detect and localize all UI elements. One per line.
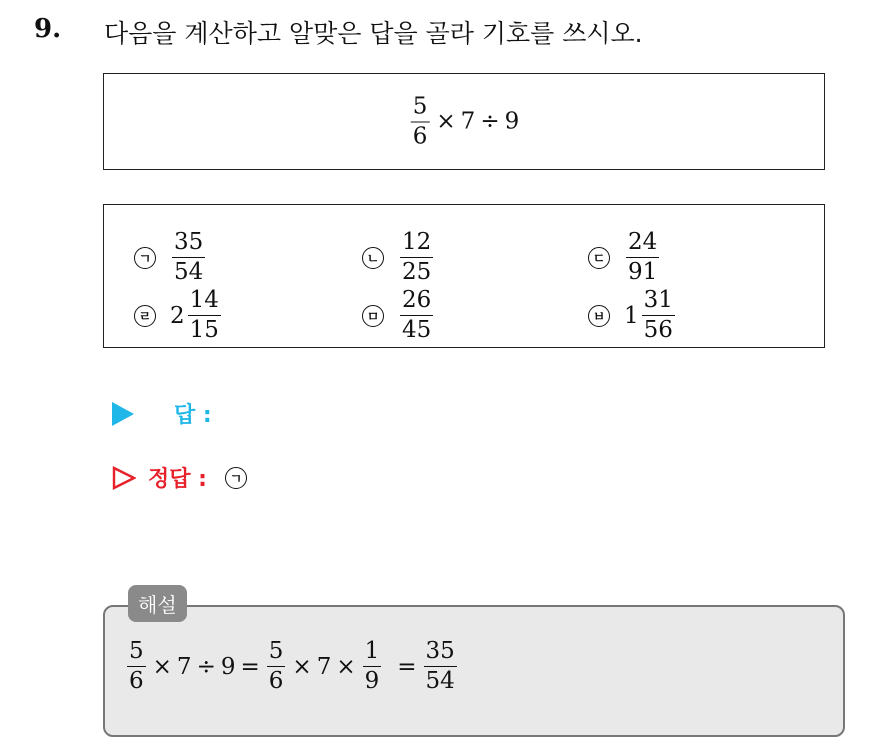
- times-operator: ×: [336, 653, 356, 680]
- operand-seven: 7: [176, 653, 192, 680]
- explanation-expression: [125, 640, 459, 693]
- choice-d: [134, 289, 223, 342]
- expression: [409, 95, 519, 148]
- choices-box: [103, 204, 825, 348]
- choice-marker: ㄹ: [134, 305, 156, 327]
- correct-answer-row: [112, 462, 261, 493]
- answer-label: 답 :: [174, 403, 212, 428]
- expression-box: [103, 73, 825, 170]
- play-triangle-icon: [112, 402, 134, 426]
- choice-c: [588, 231, 661, 284]
- times-operator: ×: [292, 653, 312, 680]
- fraction-five-sixths: $\frac{5}{6}$: [129, 638, 144, 694]
- operand-seven: 7: [316, 653, 332, 680]
- fraction-five-sixths: $\frac{5}{6}$: [268, 638, 284, 694]
- choice-marker: ㄱ: [134, 247, 156, 269]
- choice-marker: ㄷ: [588, 247, 610, 269]
- times-operator: ×: [152, 653, 172, 680]
- equals-sign: =: [397, 653, 417, 680]
- choice-fraction: $\frac{31}{56}$: [643, 287, 673, 343]
- choice-fraction: $\frac{12}{25}$: [402, 229, 432, 285]
- times-operator: ×: [436, 108, 456, 135]
- operand-seven: 7: [460, 108, 476, 135]
- question-text: 다음을 계산하고 알맞은 답을 골라 기호를 쓰시오.: [104, 19, 643, 48]
- choice-b: [362, 231, 435, 284]
- divide-operator: ÷: [480, 108, 500, 135]
- answer-row: [112, 398, 212, 429]
- choice-fraction: $\frac{35}{54}$: [174, 229, 204, 285]
- result-fraction: $\frac{35}{54}$: [425, 638, 455, 694]
- correct-answer-marker: ㄱ: [225, 467, 247, 489]
- question-number: 9.: [34, 14, 62, 44]
- correct-answer-label: 정답 :: [148, 467, 207, 492]
- explanation-tag: 해설: [128, 585, 187, 622]
- mixed-whole: 2: [170, 302, 185, 329]
- fraction-five-sixths: $\frac{5}{6}$: [412, 93, 428, 149]
- choice-a: [134, 231, 207, 284]
- divide-operator: ÷: [196, 653, 216, 680]
- choice-marker: ㄴ: [362, 247, 384, 269]
- choice-e: [362, 289, 435, 342]
- operand-nine: 9: [220, 653, 236, 680]
- choice-f: [588, 289, 677, 342]
- choice-marker: ㅂ: [588, 305, 610, 327]
- outline-triangle-icon: [112, 466, 136, 490]
- choice-marker: ㅁ: [362, 305, 384, 327]
- mixed-whole: 1: [624, 302, 639, 329]
- choice-fraction: $\frac{26}{45}$: [402, 287, 432, 343]
- fraction-one-ninth: $\frac{1}{9}$: [364, 638, 380, 694]
- equals-sign: =: [240, 653, 260, 680]
- operand-nine: 9: [504, 108, 520, 135]
- choice-fraction: $\frac{14}{15}$: [189, 287, 219, 343]
- choice-fraction: $\frac{24}{91}$: [628, 229, 658, 285]
